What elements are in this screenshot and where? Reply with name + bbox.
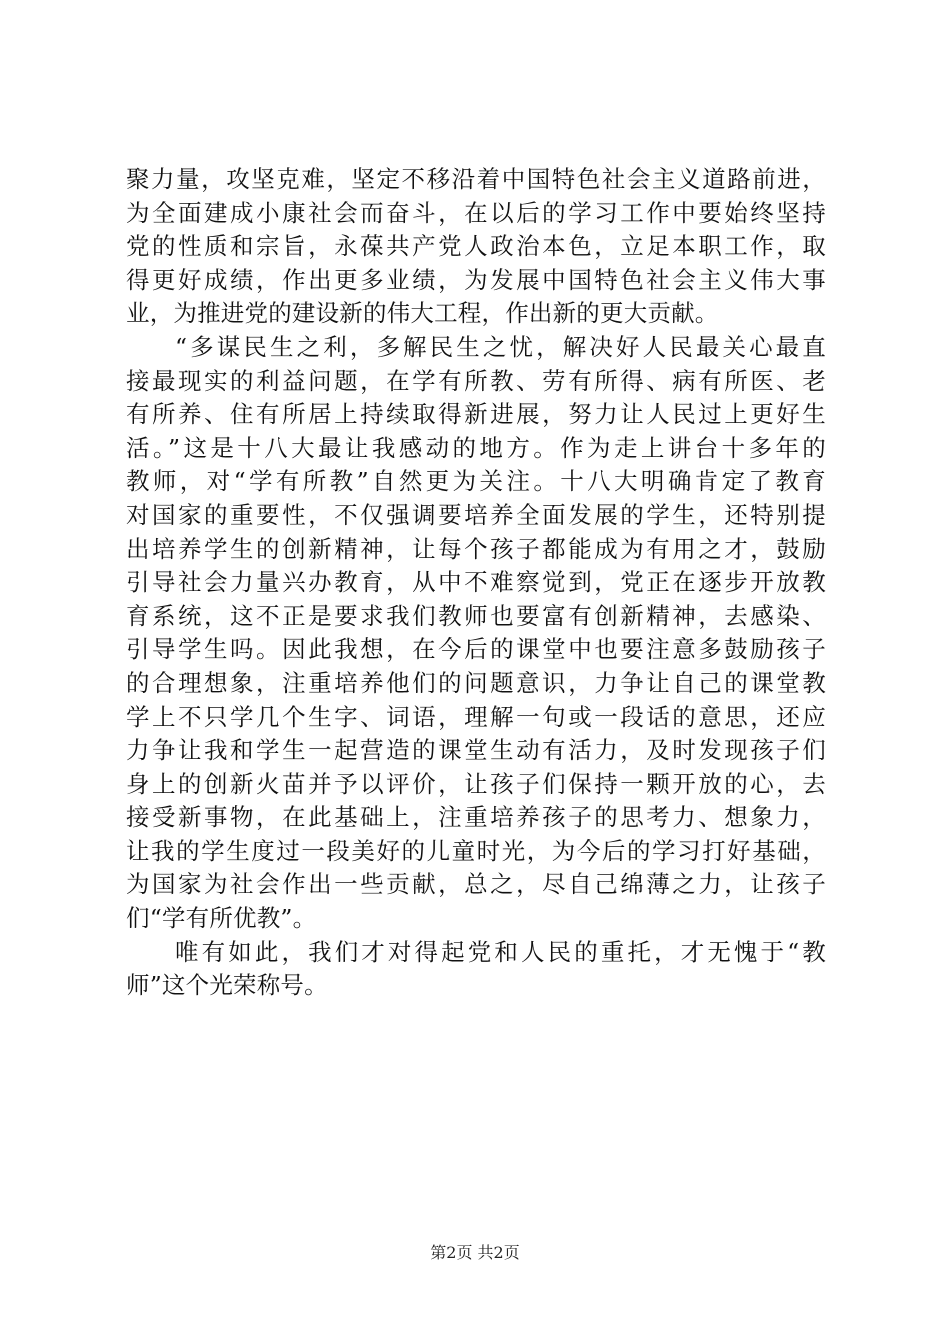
document-body — [126, 163, 826, 1003]
text-line: 接最现实的利益问题，在学有所教、劳有所得、病有所医、老 — [126, 366, 826, 395]
text-line: 为全面建成小康社会而奋斗，在以后的学习工作中要始终坚持 — [126, 198, 826, 227]
text-line: 教师，对“学有所教”自然更为关注。十八大明确肯定了教育 — [126, 467, 826, 496]
text-line: 师”这个光荣称号。 — [126, 971, 328, 1000]
text-line: 们“学有所优教”。 — [126, 904, 317, 933]
text-line: 育系统，这不正是要求我们教师也要富有创新精神，去感染、 — [126, 601, 826, 630]
text-line: 得更好成绩，作出更多业绩，为发展中国特色社会主义伟大事 — [126, 265, 826, 294]
text-line: 接受新事物，在此基础上，注重培养孩子的思考力、想象力， — [126, 803, 826, 832]
text-line: 出培养学生的创新精神，让每个孩子都能成为有用之才，鼓励 — [126, 534, 826, 563]
text-line: 力争让我和学生一起营造的课堂生动有活力，及时发现孩子们 — [126, 736, 826, 765]
text-line: 让我的学生度过一段美好的儿童时光，为今后的学习打好基础， — [126, 836, 826, 865]
text-line: 有所养、住有所居上持续取得新进展，努力让人民过上更好生 — [126, 400, 826, 429]
text-line: 的合理想象，注重培养他们的问题意识，力争让自己的课堂教 — [126, 668, 826, 697]
text-line: 学上不只学几个生字、词语，理解一句或一段话的意思，还应 — [126, 702, 826, 731]
text-line: 对国家的重要性，不仅强调要培养全面发展的学生，还特别提 — [126, 500, 826, 529]
text-line: 引导社会力量兴办教育，从中不难察觉到，党正在逐步开放教 — [126, 568, 826, 597]
page-footer: 第2页 共2页 — [430, 1243, 520, 1262]
text-line: 活。”这是十八大最让我感动的地方。作为走上讲台十多年的 — [126, 433, 826, 462]
text-line: 唯有如此，我们才对得起党和人民的重托，才无愧于“教 — [175, 937, 826, 966]
text-line: “多谋民生之利，多解民生之忧，解决好人民最关心最直 — [175, 332, 826, 361]
text-line: 为国家为社会作出一些贡献，总之，尽自己绵薄之力，让孩子 — [126, 870, 826, 899]
text-line: 聚力量，攻坚克难，坚定不移沿着中国特色社会主义道路前进， — [126, 165, 826, 193]
text-line: 引导学生吗。因此我想，在今后的课堂中也要注意多鼓励孩子 — [126, 635, 826, 664]
text-line: 党的性质和宗旨，永葆共产党人政治本色，立足本职工作，取 — [126, 232, 826, 261]
text-line: 业，为推进党的建设新的伟大工程，作出新的更大贡献。 — [126, 299, 719, 328]
text-line: 身上的创新火苗并予以评价，让孩子们保持一颗开放的心，去 — [126, 769, 826, 798]
